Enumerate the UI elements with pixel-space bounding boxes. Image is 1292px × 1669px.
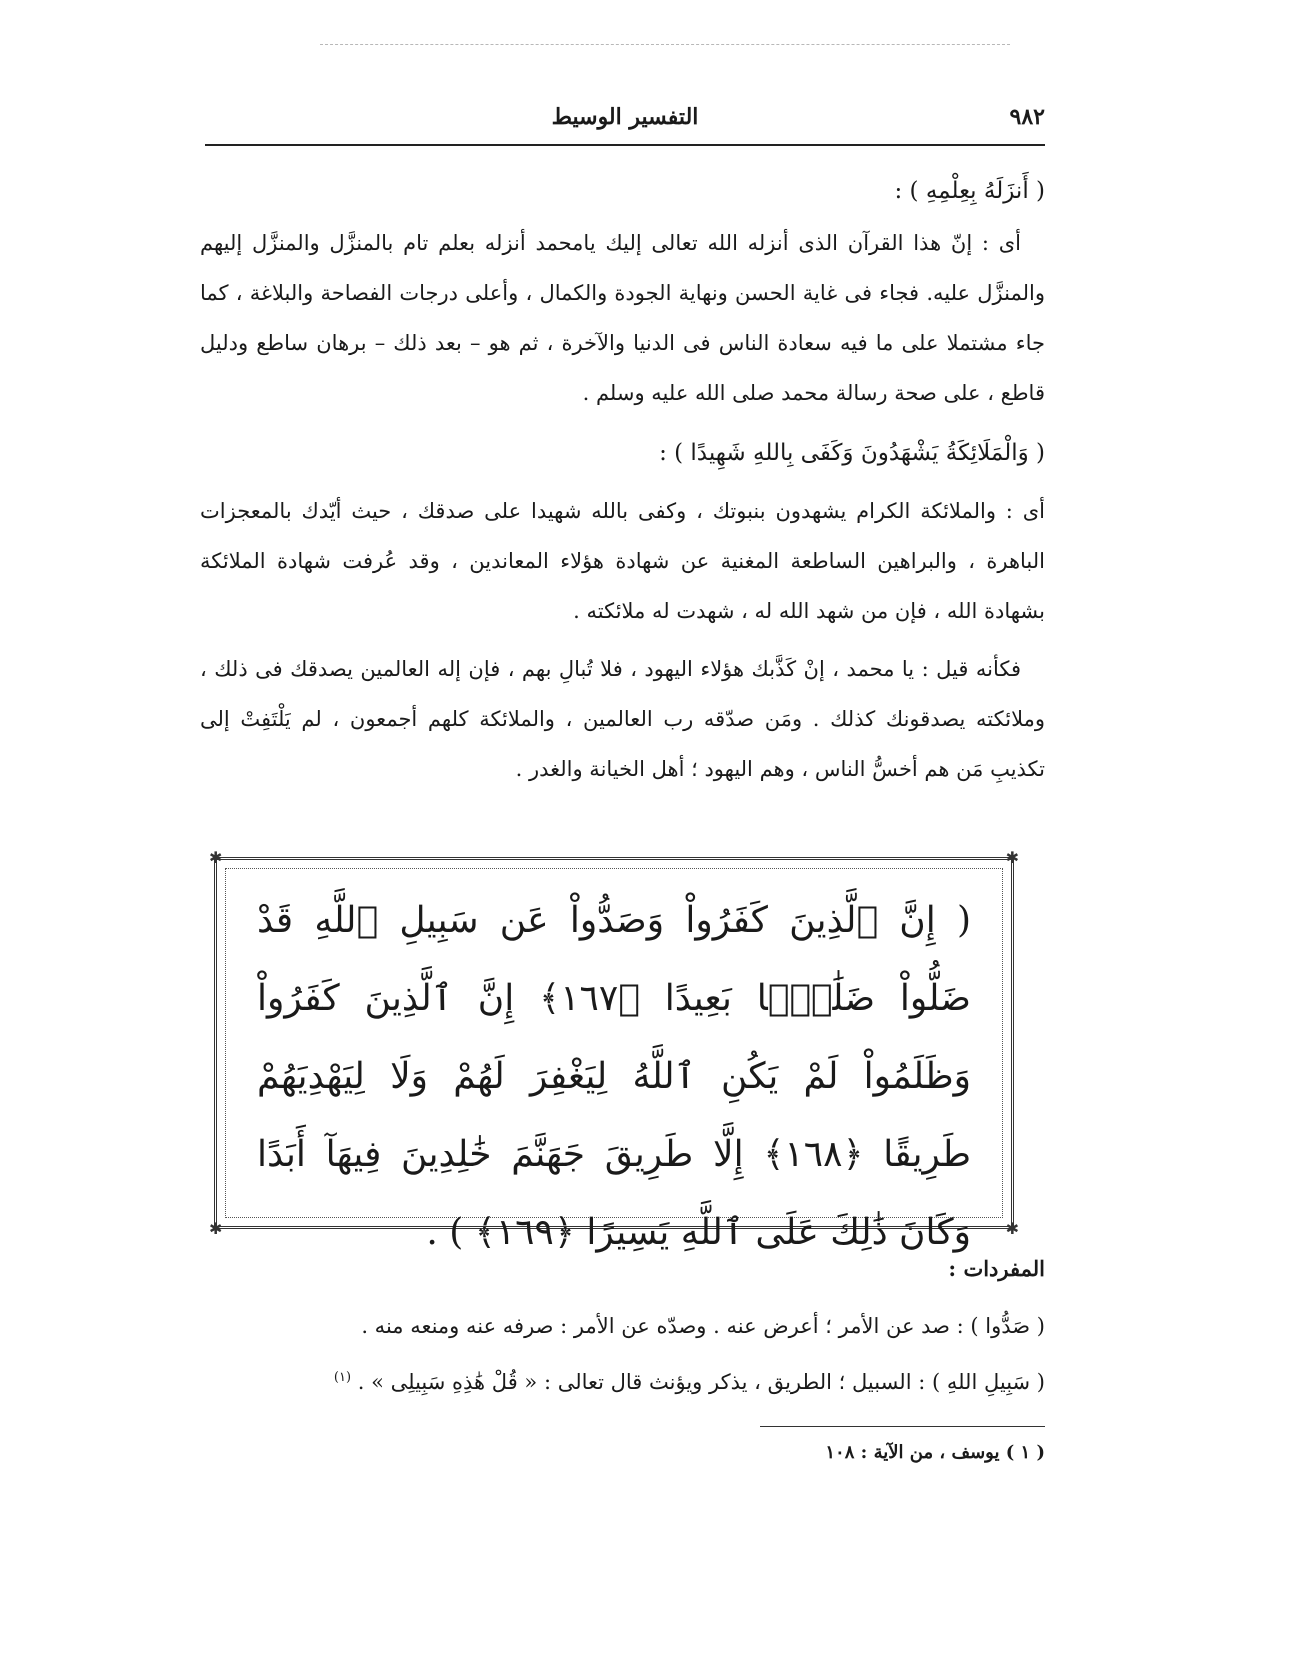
footnote-rule <box>760 1426 1045 1427</box>
page-number: ٩٨٢ <box>1009 104 1045 130</box>
corner-ornament-icon: ✱ <box>209 848 223 867</box>
top-dashed-line <box>320 44 1010 45</box>
paragraph-1: أى : إنّ هذا القرآن الذى أنزله الله تعالى إليك يامحمد أنزله بعلم تام بالمنزَّل والمنزَّل إليهم والمنزَّل عليه. فجاء فى غاية الحسن ونهاية الجودة والكمال ، وأعلى درجات الفصاحة والبلاغة ، كما جاء مشتملا على ما فيه سعادة الناس فى الدنيا والآخرة ، ثم هو – بعد ذلك – برهان ساطع ودليل قاطع ، على صحة رسالة محمد صلى الله عليه وسلم . <box>200 231 1045 405</box>
corner-ornament-icon: ✱ <box>1005 848 1019 867</box>
verse-heading-2: ( وَالْمَلَائِكَةُ يَشْهَدُونَ وَكَفَى بِاللهِ شَهِيدًا ) : <box>659 440 1045 466</box>
header-rule <box>205 144 1045 146</box>
vocabulary-item-text: ( سَبِيلِ اللهِ ) : السبيل ؛ الطريق ، يذكر ويؤنث قال تعالى : « قُلْ هَٰذِهِ سَبِيلِى » . <box>357 1370 1045 1394</box>
quran-verses: ( إِنَّ ٱلَّذِينَ كَفَرُواْ وَصَدُّواْ عَن سَبِيلِ ٱللَّهِ قَدْ ضَلُّواْ ضَلَٰلًۢا بَعِيدًا ﴿١٦٧﴾ إِنَّ ٱلَّذِينَ كَفَرُواْ وَظَلَمُواْ لَمْ يَكُنِ ٱللَّهُ لِيَغْفِرَ لَهُمْ وَلَا لِيَهْدِيَهُمْ طَرِيقًا ﴿١٦٨﴾ إِلَّا طَرِيقَ جَهَنَّمَ خَٰلِدِينَ فِيهَآ أَبَدًا وَكَانَ ذَٰلِكَ عَلَى ٱللَّهِ يَسِيرًا ﴿١٦٩﴾ ) . <box>257 900 971 1253</box>
corner-ornament-icon: ✱ <box>1005 1219 1019 1238</box>
vocabulary-item <box>200 1358 1045 1402</box>
quran-verse-box <box>209 848 1019 1253</box>
corner-ornament-icon: ✱ <box>209 1219 223 1238</box>
page-header <box>205 104 1045 138</box>
paragraph-3: فكأنه قيل : يا محمد ، إنْ كَذَّبك هؤلاء اليهود ، فلا تُبالِ بهم ، فإن إله العالمين يصدقك فى ذلك ، وملائكته يصدقونك كذلك . ومَن صدّقه رب العالمين ، والملائكة كلهم أجمعون ، لم يَلْتَفِتْ إلى تكذيبِ مَن هم أخسُّ الناس ، وهم اليهود ؛ أهل الخيانة والغدر . <box>200 657 1045 781</box>
paragraph-2: أى : والملائكة الكرام يشهدون بنبوتك ، وكفى بالله شهيدا على صدقك ، حيث أيّدك بالمعجزات الباهرة ، والبراهين الساطعة المغنية عن شهادة هؤلاء المعاندين ، وقد عُرفت شهادة الملائكة بشهادة الله ، فإن من شهد الله له ، شهدت له ملائكته . <box>200 499 1045 623</box>
verse-heading-1: ( أَنزَلَهُ بِعِلْمِهِ ) : <box>894 178 1045 204</box>
book-title: التفسير الوسيط <box>551 104 699 130</box>
footnote: ( ١ ) يوسف ، من الآية : ١٠٨ <box>825 1442 1045 1463</box>
footnote-marker: (١) <box>333 1370 352 1385</box>
vocabulary-title: المفردات : <box>948 1256 1045 1281</box>
vocabulary-item: ( صَدُّوا ) : صد عن الأمر ؛ أعرض عنه . وصدّه عن الأمر : صرفه عنه ومنعه منه . <box>361 1314 1045 1338</box>
